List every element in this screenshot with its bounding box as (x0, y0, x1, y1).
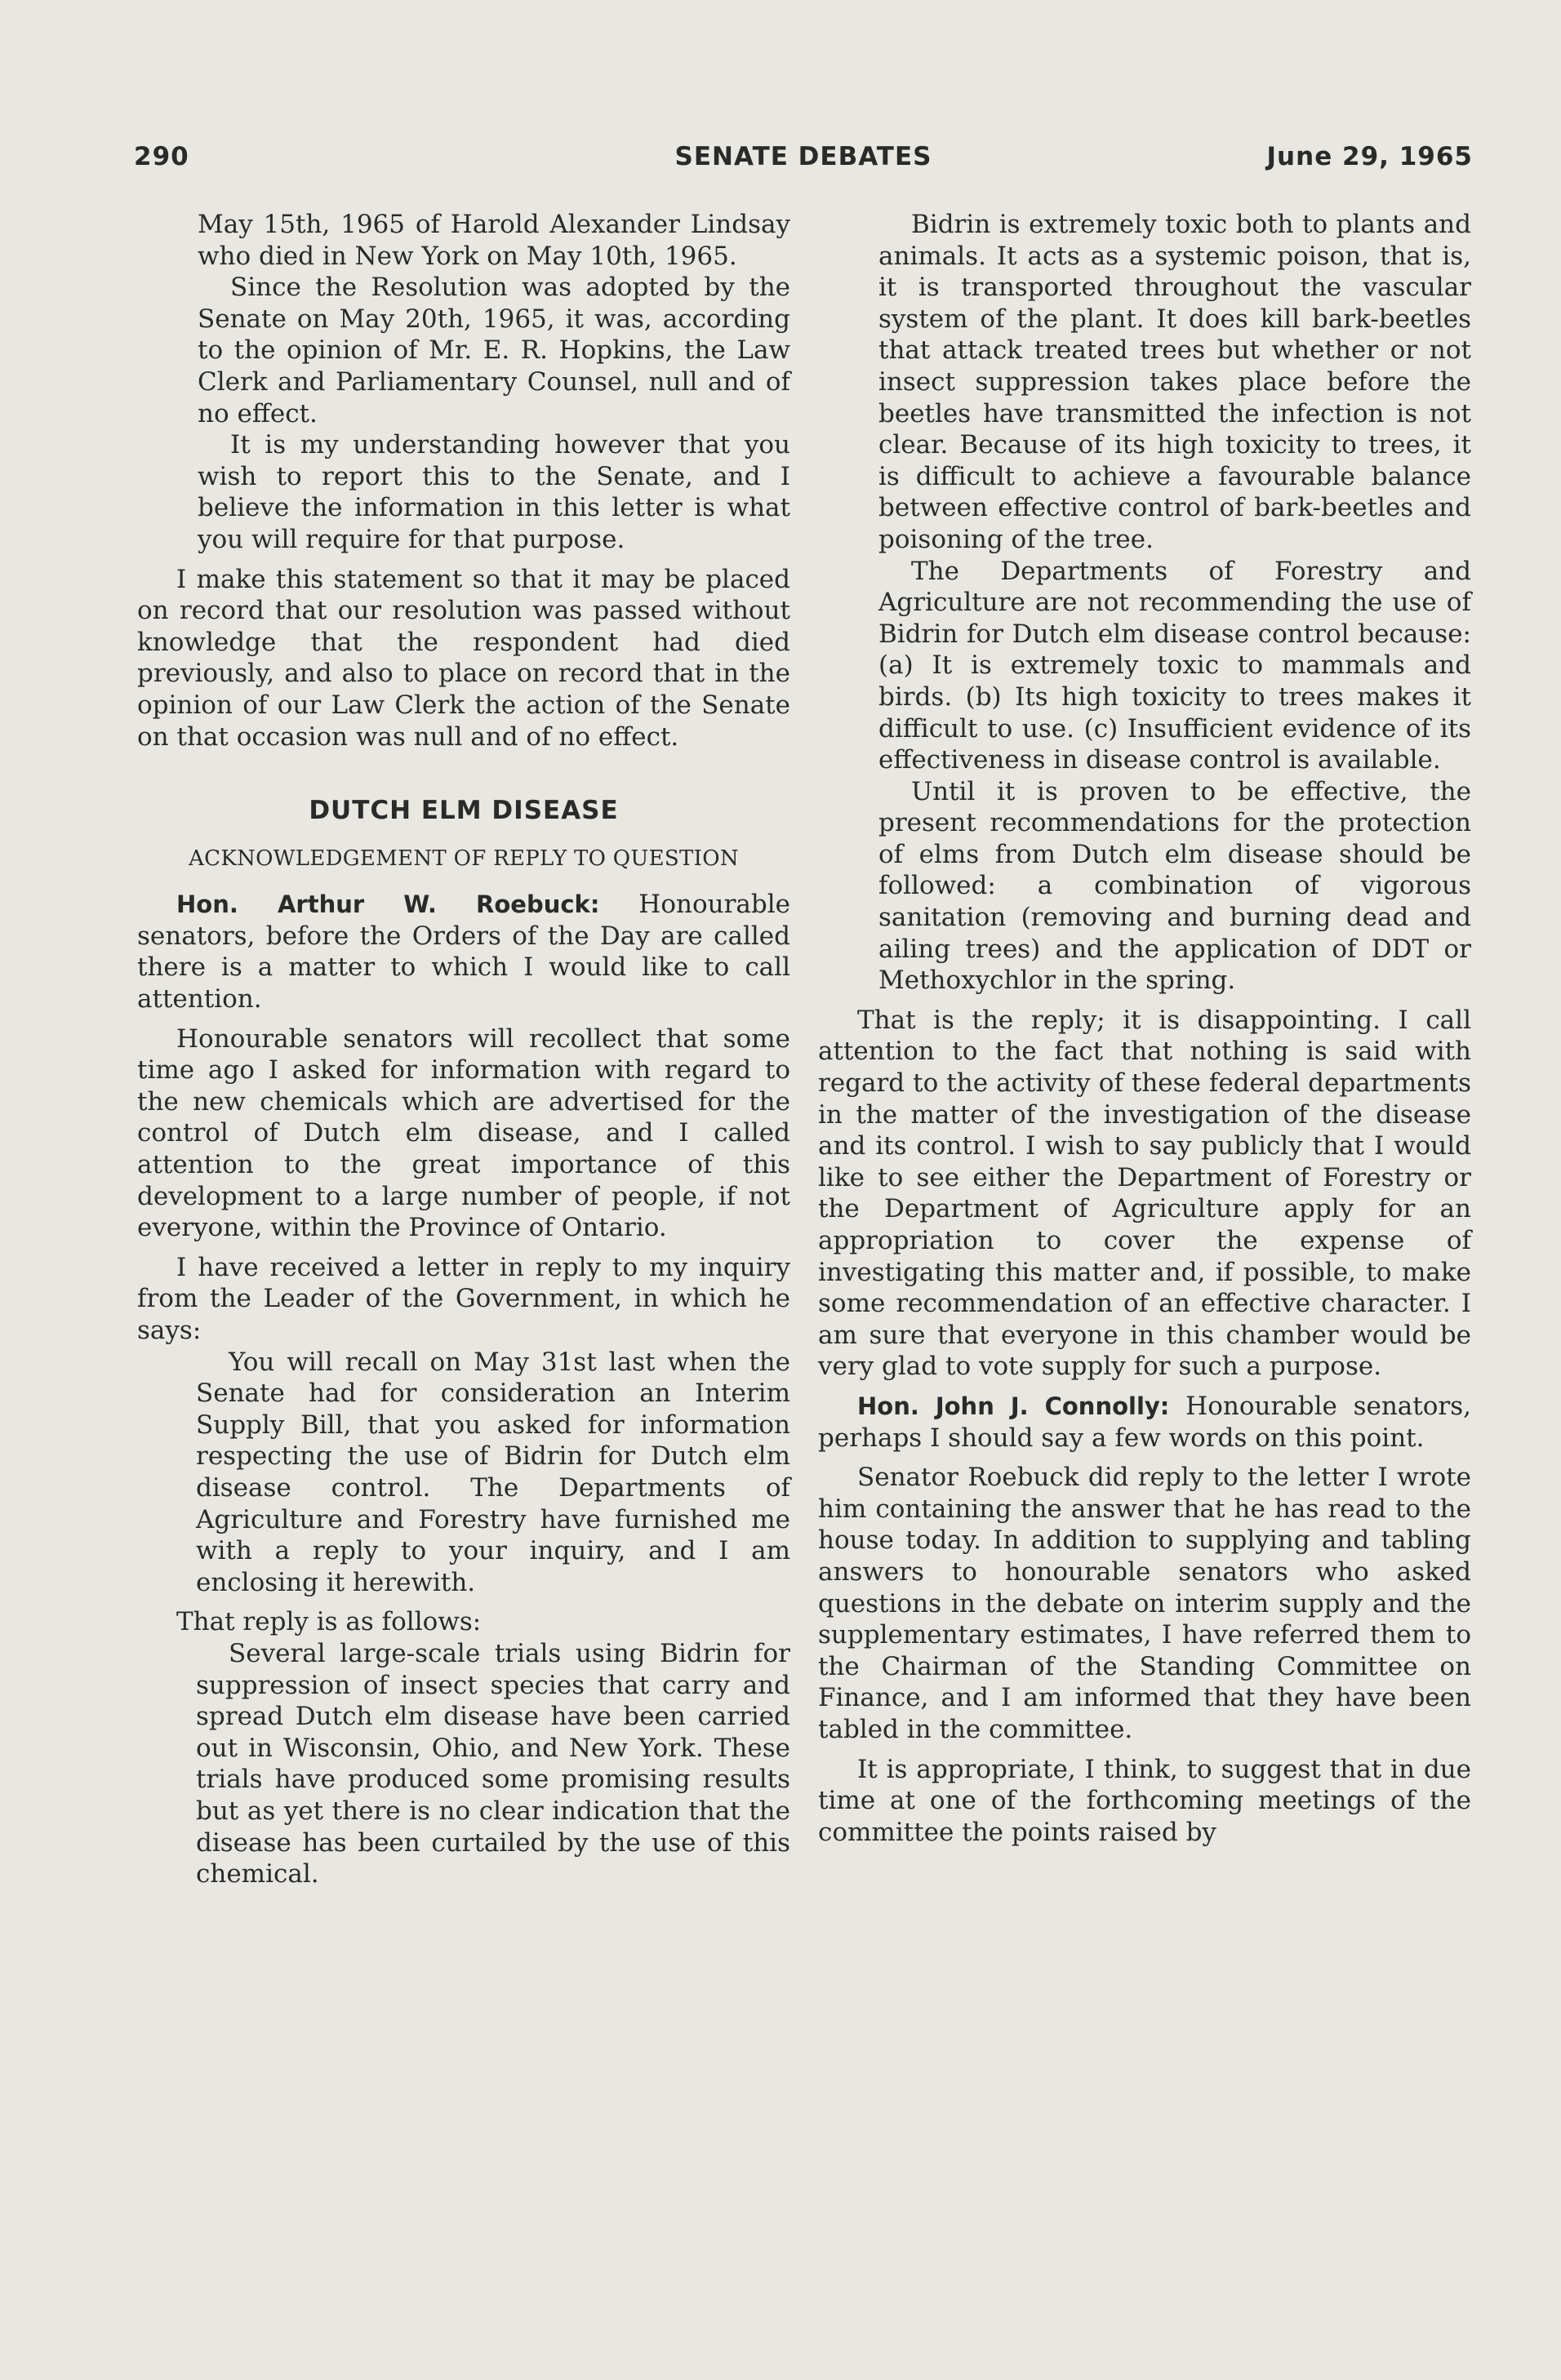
speech-text: Honourable senators, perhaps I should say a few words on this point. (818, 1391, 1471, 1453)
section-heading: DUTCH ELM DISEASE (309, 796, 619, 826)
header-date: June 29, 1965 (1266, 142, 1473, 171)
quoted-letter-end (137, 209, 790, 556)
quote-paragraph: The Departments of Forestry and Agriculture are not recommending the use of Bidrin for Dutch elm disease control because: (a) It is extremely toxic to mammals and birds. (b) Its high toxicity to trees makes it difficult to use. (c) Insufficient evidence of its effectiveness in disease control is available. (878, 556, 1471, 775)
quote-paragraph: May 15th, 1965 of Harold Alexander Lindsay who died in New York on May 10th, 1965. (198, 210, 790, 271)
speech-paragraph (137, 889, 790, 1015)
page-number: 290 (134, 142, 189, 171)
paragraph: That is the reply; it is disappointing. I call attention to the fact that nothing is said with regard to the activity of these federal departments in the matter of the investigation of the disease and its control. I wish to say publicly that I would like to see either the Department of Forestry or the Department of Agriculture apply for an appropriation to cover the expense of investigating this matter and, if possible, to make some recommendation of an effective character. I am sure that everyone in this chamber would be very glad to vote supply for such a purpose. (818, 1005, 1471, 1382)
quote-paragraph: Bidrin is extremely toxic both to plants and animals. It acts as a systemic poison, that is, it is transported throughout the vascular system of the plant. It does kill bark-beetles that attack treated trees but whether or not insect suppression takes place before the beetles have transmitted the infection is not clear. Because of its high toxicity to trees, it is difficult to achieve a favourable balance between effective control of bark-beetles and poisoning of the tree. (878, 210, 1471, 554)
quoted-reply-continued (818, 209, 1471, 997)
quote-paragraph: It is my understanding however that you wish to report this to the Senate, and I believe the information in this letter is what you will require for that purpose. (198, 430, 790, 554)
right-column (818, 209, 1471, 1848)
running-title: SENATE DEBATES (674, 142, 932, 171)
speech-text: Honourable senators, before the Orders of the Day are called there is a matter to which I would like to call attention. (137, 890, 790, 1015)
quoted-letter (137, 1347, 790, 1599)
quote-paragraph: You will recall on May 31st last when the Senate had for consideration an Interim Supply Bill, that you asked for information respecting the use of Bidrin for Dutch elm disease control. The Departments of Agriculture and Forestry have furnished me with a reply to your inquiry, and I am enclosing it herewith. (196, 1347, 790, 1597)
left-column (137, 209, 790, 1890)
page-header (134, 142, 1473, 178)
section-subheading: ACKNOWLEDGEMENT OF REPLY TO QUESTION (189, 846, 739, 871)
speaker-name: Hon. Arthur W. Roebuck: (176, 890, 600, 919)
quote-paragraph: Several large-scale trials using Bidrin for suppression of insect species that carry and spread Dutch elm disease have been carried out in Wisconsin, Ohio, and New York. These trials have produced some promising results but as yet there is no clear indication that the disease has been curtailed by the use of this chemical. (196, 1638, 790, 1889)
paragraph: I make this statement so that it may be placed on record that our resolution was passed without knowledge that the respondent had died previously, and also to place on record that in the opinion of our Law Clerk the action of the Senate on that occasion was null and of no effect. (137, 564, 790, 752)
quoted-reply (137, 1638, 790, 1890)
paragraph: It is appropriate, I think, to suggest that in due time at one of the forthcoming meetings of the committee the points raised by (818, 1754, 1471, 1847)
paragraph: Senator Roebuck did reply to the letter I wrote him containing the answer that he has read to the house today. In addition to supplying and tabling answers to honourable senators who asked questions in the debate on interim supply and the supplementary estimates, I have referred them to the Chairman of the Standing Committee on Finance, and I am informed that they have been tabled in the committee. (818, 1463, 1471, 1744)
speech-paragraph (818, 1391, 1471, 1454)
speaker-name: Hon. John J. Connolly: (857, 1392, 1170, 1420)
paragraph: That reply is as follows: (176, 1607, 482, 1637)
quote-paragraph: Until it is proven to be effective, the present recommendations for the protection of elms from Dutch elm disease should be followed: a combination of vigorous sanitation (removing and burning dead and ailing trees) and the application of DDT or Methoxychlor in the spring. (878, 776, 1471, 996)
paragraph: I have received a letter in reply to my inquiry from the Leader of the Government, in which he says: (137, 1252, 790, 1345)
quote-paragraph: Since the Resolution was adopted by the Senate on May 20th, 1965, it was, according to the opinion of Mr. E. R. Hopkins, the Law Clerk and Parliamentary Counsel, null and of no effect. (198, 273, 790, 428)
paragraph: Honourable senators will recollect that some time ago I asked for information with regard to the new chemicals which are advertised for the control of Dutch elm disease, and I called attention to the great importance of this development to a large number of people, if not everyone, within the Province of Ontario. (137, 1023, 790, 1243)
